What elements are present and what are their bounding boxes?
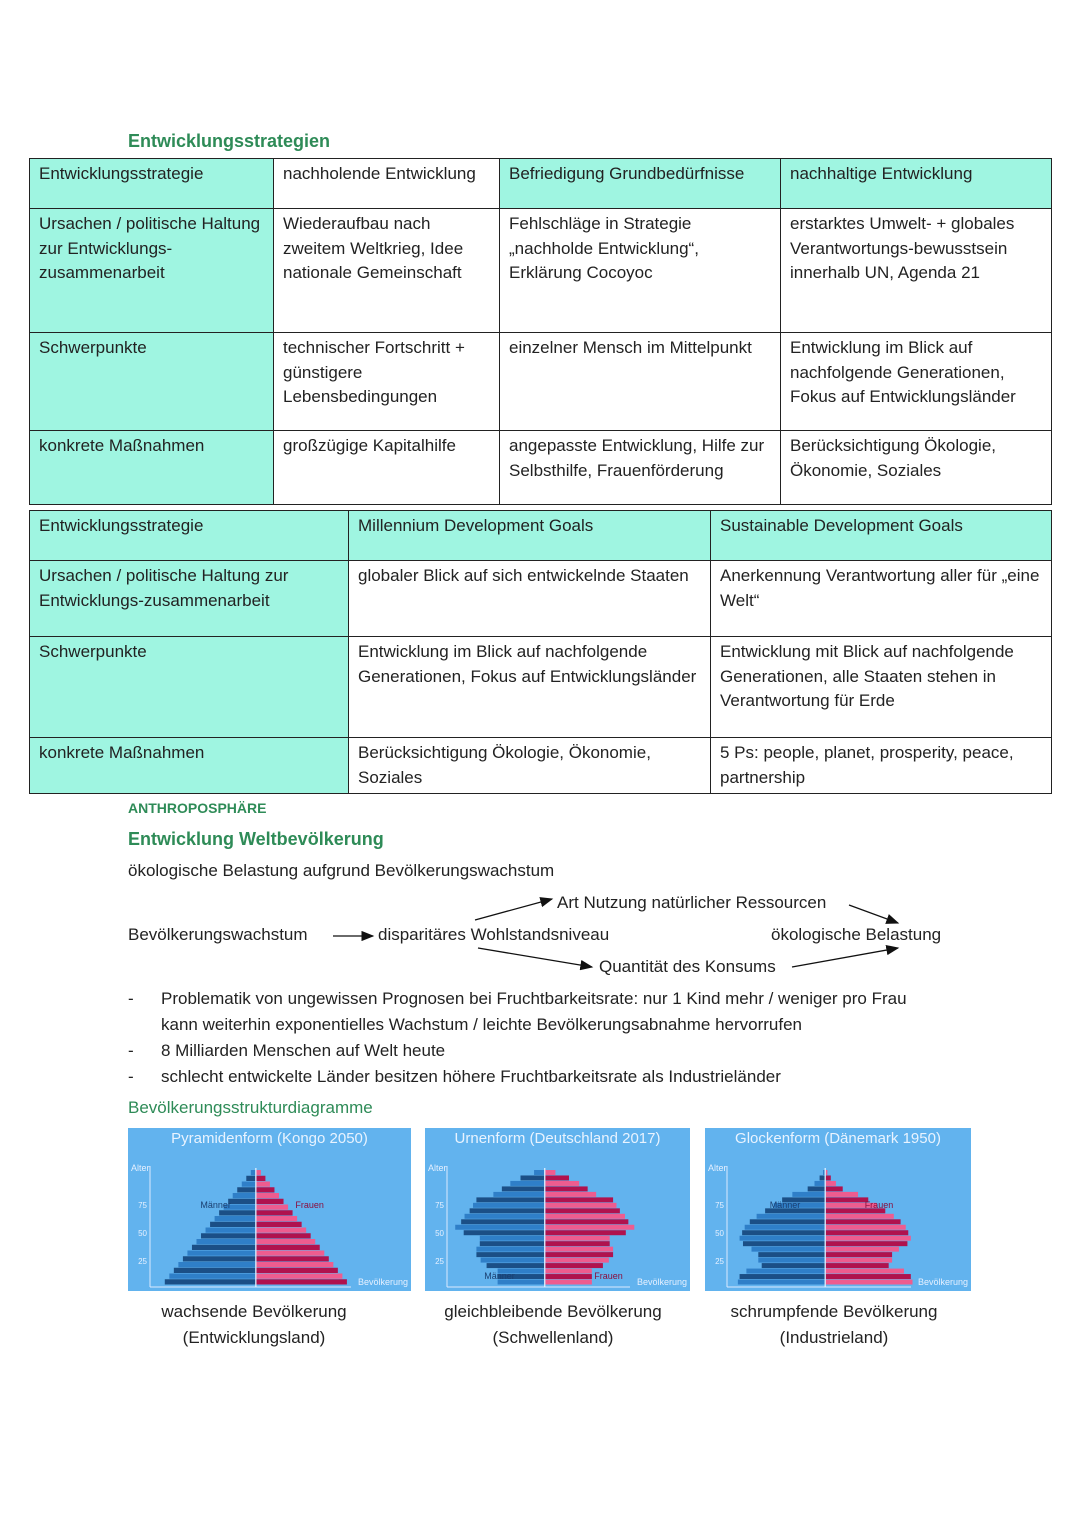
- bar-men: [820, 1175, 825, 1180]
- header-cell: nachholende Entwicklung: [274, 159, 500, 209]
- bar-men: [481, 1258, 545, 1263]
- legend-women: Frauen: [594, 1271, 623, 1281]
- table-cell: Fehlschläge in Strategie „nachholde Entwicklung“, Erklärung Cocoyoc: [500, 209, 781, 333]
- bar-women: [826, 1192, 858, 1197]
- bar-women: [256, 1199, 283, 1204]
- bar-women: [826, 1230, 909, 1235]
- table-row: [30, 431, 1052, 505]
- bar-women: [545, 1280, 592, 1285]
- bar-women: [256, 1239, 315, 1244]
- bullet-item: - 8 Milliarden Menschen auf Welt heute: [128, 1038, 948, 1064]
- table-cell: großzügige Kapitalhilfe: [274, 431, 500, 505]
- bar-men: [487, 1263, 545, 1268]
- bar-women: [826, 1197, 869, 1202]
- bar-men: [187, 1251, 255, 1256]
- bar-women: [826, 1225, 906, 1230]
- caption-line: wachsende Bevölkerung: [161, 1302, 347, 1321]
- table-row: [30, 738, 1052, 794]
- bar-women: [826, 1247, 899, 1252]
- bar-men: [165, 1279, 256, 1284]
- bar-men: [758, 1252, 824, 1257]
- bar-women: [256, 1251, 324, 1256]
- bar-men: [178, 1262, 255, 1267]
- strategies-table-2: [29, 510, 1052, 794]
- bar-men: [480, 1241, 544, 1246]
- bar-women: [826, 1280, 913, 1285]
- bar-women: [545, 1197, 613, 1202]
- bar-men: [476, 1247, 544, 1252]
- bar-women: [826, 1258, 892, 1263]
- table-row: [30, 209, 1052, 333]
- bar-women: [826, 1241, 908, 1246]
- header-cell: Befriedigung Grundbedürfnisse: [500, 159, 781, 209]
- pyramid-chart-congo: [128, 1128, 411, 1291]
- table-row: [30, 561, 1052, 637]
- legend-women: Frauen: [864, 1200, 894, 1210]
- bar-women: [256, 1187, 274, 1192]
- header-cell: nachhaltige Entwicklung: [781, 159, 1052, 209]
- bar-women: [256, 1222, 301, 1227]
- bar-men: [510, 1181, 544, 1186]
- bar-men: [743, 1241, 825, 1246]
- bar-women: [545, 1181, 579, 1186]
- y-tick-label: 75: [715, 1201, 724, 1210]
- bar-men: [742, 1230, 825, 1235]
- bar-women: [545, 1203, 616, 1208]
- table-cell: Entwicklung mit Blick auf nachfolgende Generationen, alle Staaten stehen in Verantwortung für Erde: [711, 637, 1052, 738]
- bar-women: [826, 1263, 889, 1268]
- bar-men: [740, 1236, 825, 1241]
- bar-men: [464, 1230, 545, 1235]
- section-title-diagrams: Bevölkerungsstrukturdiagramme: [128, 1098, 373, 1117]
- bar-men: [823, 1170, 825, 1175]
- bar-women: [256, 1216, 297, 1221]
- pyramid-chart-germany: [425, 1128, 690, 1291]
- table-cell: Entwicklung im Blick auf nachfolgende Generationen, Fokus auf Entwicklungsländer: [349, 637, 711, 738]
- y-tick-label: 25: [138, 1257, 147, 1266]
- row-label: Schwerpunkte: [30, 333, 274, 431]
- bar-men: [192, 1245, 255, 1250]
- bar-women: [545, 1214, 625, 1219]
- bullet-list: [128, 986, 948, 1090]
- bar-men: [792, 1192, 824, 1197]
- x-axis-label: Bevölkerung: [917, 1277, 968, 1287]
- bar-women: [256, 1193, 279, 1198]
- bar-women: [545, 1258, 609, 1263]
- bar-men: [228, 1199, 255, 1204]
- flow-node-consumption: Quantität des Konsums: [599, 957, 776, 976]
- table-cell: einzelner Mensch im Mittelpunkt: [500, 333, 781, 431]
- bar-men: [251, 1170, 256, 1175]
- flow-node-resources: Art Nutzung natürlicher Ressourcen: [557, 893, 827, 912]
- arrow-icon: [849, 905, 898, 923]
- table-cell: erstarktes Umwelt- + globales Verantwortungs-bewusstsein innerhalb UN, Agenda 21: [781, 209, 1052, 333]
- flow-arrows: [0, 880, 1080, 980]
- table-row: [30, 333, 1052, 431]
- caption-line: (Industrieland): [779, 1328, 889, 1347]
- bar-women: [545, 1274, 592, 1279]
- chart-title: Urnenform (Deutschland 2017): [454, 1130, 661, 1147]
- caption-congo: [128, 1299, 380, 1351]
- bar-women: [545, 1175, 569, 1180]
- legend-women: Frauen: [295, 1200, 324, 1210]
- bar-men: [745, 1225, 825, 1230]
- bar-men: [242, 1182, 256, 1187]
- flow-node-burden: ökologische Belastung: [771, 925, 942, 944]
- bar-women: [826, 1236, 911, 1241]
- table-cell: angepasste Entwicklung, Hilfe zur Selbsthilfe, Frauenförderung: [500, 431, 781, 505]
- table-cell: technischer Fortschritt + günstigere Lebensbedingungen: [274, 333, 500, 431]
- row-label: Ursachen / politische Haltung zur Entwicklungs-zusammenarbeit: [30, 209, 274, 333]
- flow-node-prosperity: disparitäres Wohlstandsniveau: [378, 925, 610, 944]
- row-label: konkrete Maßnahmen: [30, 738, 349, 794]
- bar-women: [545, 1219, 628, 1224]
- bar-women: [256, 1205, 288, 1210]
- table-cell: Entwicklung im Blick auf nachfolgende Generationen, Fokus auf Entwicklungsländer: [781, 333, 1052, 431]
- bar-women: [545, 1241, 609, 1246]
- bar-men: [746, 1269, 824, 1274]
- bar-women: [256, 1210, 292, 1215]
- bar-men: [174, 1268, 256, 1273]
- row-label: Schwerpunkte: [30, 637, 349, 738]
- caption-line: (Entwicklungsland): [182, 1328, 326, 1347]
- bar-men: [502, 1186, 544, 1191]
- bar-women: [545, 1170, 555, 1175]
- bar-men: [738, 1280, 825, 1285]
- bar-women: [545, 1192, 596, 1197]
- bar-men: [473, 1203, 544, 1208]
- bar-men: [246, 1176, 255, 1181]
- bar-men: [206, 1228, 256, 1233]
- bar-men: [740, 1274, 825, 1279]
- bar-women: [256, 1233, 310, 1238]
- y-tick-label: 25: [435, 1257, 444, 1266]
- bar-women: [256, 1274, 342, 1279]
- bar-men: [534, 1170, 544, 1175]
- bar-women: [256, 1228, 306, 1233]
- table-cell: 5 Ps: people, planet, prosperity, peace, partnership: [711, 738, 1052, 794]
- bar-women: [256, 1268, 338, 1273]
- bar-men: [465, 1214, 545, 1219]
- table-cell: Anerkennung Verantwortung aller für „eine Welt“: [711, 561, 1052, 637]
- bar-men: [751, 1247, 824, 1252]
- legend-men: Männer: [200, 1200, 231, 1210]
- flow-node-growth: Bevölkerungswachstum: [128, 925, 308, 944]
- bar-women: [545, 1208, 620, 1213]
- y-axis-label: Alter: [131, 1163, 150, 1173]
- bar-men: [758, 1258, 824, 1263]
- anthroposphere-label: ANTHROPOSPHÄRE: [128, 800, 267, 816]
- section-title-population: Entwicklung Weltbevölkerung: [128, 829, 384, 849]
- header-cell: Entwicklungsstrategie: [30, 159, 274, 209]
- bar-women: [826, 1274, 911, 1279]
- bar-men: [757, 1214, 825, 1219]
- bar-men: [455, 1225, 544, 1230]
- bar-women: [256, 1245, 319, 1250]
- bar-women: [826, 1219, 901, 1224]
- bar-women: [826, 1175, 831, 1180]
- arrow-icon: [478, 948, 592, 967]
- row-label: konkrete Maßnahmen: [30, 431, 274, 505]
- header-cell: Entwicklungsstrategie: [30, 511, 349, 561]
- y-tick-label: 50: [138, 1229, 147, 1238]
- y-tick-label: 25: [715, 1257, 724, 1266]
- x-axis-label: Bevölkerung: [636, 1277, 687, 1287]
- bar-men: [521, 1175, 545, 1180]
- bar-men: [476, 1252, 544, 1257]
- bar-women: [256, 1170, 261, 1175]
- bar-women: [826, 1170, 828, 1175]
- y-tick-label: 75: [138, 1201, 147, 1210]
- bar-women: [545, 1269, 592, 1274]
- strategies-table-1: [29, 158, 1052, 505]
- pyramid-chart-denmark: [705, 1128, 971, 1291]
- bar-men: [219, 1210, 255, 1215]
- table-header-row: [30, 159, 1052, 209]
- bar-women: [826, 1214, 894, 1219]
- bar-men: [750, 1219, 825, 1224]
- bar-men: [210, 1222, 255, 1227]
- y-tick-label: 50: [715, 1229, 724, 1238]
- legend-men: Männer: [769, 1200, 801, 1210]
- bar-women: [256, 1279, 347, 1284]
- bullet-item: - schlecht entwickelte Länder besitzen höhere Fruchtbarkeitsrate als Industrieländer: [128, 1064, 948, 1090]
- bar-women: [545, 1263, 603, 1268]
- bar-men: [169, 1274, 255, 1279]
- bar-women: [256, 1262, 333, 1267]
- bar-women: [826, 1181, 836, 1186]
- y-axis-label: Alter: [708, 1163, 727, 1173]
- y-axis-label: Alter: [428, 1163, 447, 1173]
- caption-line: schrumpfende Bevölkerung: [730, 1302, 938, 1321]
- bar-women: [826, 1252, 892, 1257]
- header-cell: Sustainable Development Goals: [711, 511, 1052, 561]
- table-cell: globaler Blick auf sich entwickelnde Staaten: [349, 561, 711, 637]
- table-row: [30, 637, 1052, 738]
- bar-women: [545, 1252, 613, 1257]
- bar-women: [545, 1247, 613, 1252]
- bar-men: [480, 1236, 544, 1241]
- bar-women: [826, 1269, 904, 1274]
- bar-men: [237, 1187, 255, 1192]
- bar-men: [808, 1186, 825, 1191]
- caption-denmark: [705, 1299, 963, 1351]
- header-cell: Millennium Development Goals: [349, 511, 711, 561]
- section-title-strategies: Entwicklungsstrategien: [128, 131, 331, 151]
- caption-line: (Schwellenland): [492, 1328, 614, 1347]
- bar-men: [762, 1263, 825, 1268]
- row-label: Ursachen / politische Haltung zur Entwicklungs-zusammenarbeit: [30, 561, 349, 637]
- bar-men: [470, 1208, 545, 1213]
- arrow-icon: [792, 948, 898, 967]
- bar-women: [256, 1182, 270, 1187]
- subtitle: ökologische Belastung aufgrund Bevölkerungswachstum: [128, 861, 555, 880]
- caption-germany: [425, 1299, 681, 1351]
- bar-men: [233, 1193, 256, 1198]
- x-axis-label: Bevölkerung: [357, 1277, 408, 1287]
- bullet-item: - Problematik von ungewissen Prognosen bei Fruchtbarkeitsrate: nur 1 Kind mehr / weniger pro Frau kann weiterhin exponentielles Wachstum / leichte Bevölkerungsabnahme hervorrufen: [128, 986, 948, 1038]
- bar-women: [826, 1186, 843, 1191]
- y-tick-label: 50: [435, 1229, 444, 1238]
- bar-women: [545, 1186, 587, 1191]
- bar-women: [545, 1230, 626, 1235]
- bar-men: [476, 1197, 544, 1202]
- bar-women: [545, 1236, 609, 1241]
- bar-men: [183, 1256, 255, 1261]
- bar-men: [201, 1233, 255, 1238]
- chart-title: Pyramidenform (Kongo 2050): [171, 1130, 368, 1147]
- chart-title: Glockenform (Dänemark 1950): [735, 1130, 941, 1147]
- bar-women: [256, 1176, 265, 1181]
- table-cell: Berücksichtigung Ökologie, Ökonomie, Soziales: [781, 431, 1052, 505]
- y-tick-label: 75: [435, 1201, 444, 1210]
- bar-women: [256, 1256, 328, 1261]
- table-cell: Berücksichtigung Ökologie, Ökonomie, Soziales: [349, 738, 711, 794]
- table-header-row: [30, 511, 1052, 561]
- bar-men: [814, 1181, 824, 1186]
- table-cell: Wiederaufbau nach zweitem Weltkrieg, Idee nationale Gemeinschaft: [274, 209, 500, 333]
- bar-men: [493, 1192, 544, 1197]
- legend-men: Männer: [484, 1271, 515, 1281]
- caption-line: gleichbleibende Bevölkerung: [444, 1302, 662, 1321]
- bar-men: [196, 1239, 255, 1244]
- bar-men: [461, 1219, 544, 1224]
- arrow-icon: [475, 899, 552, 920]
- bar-women: [545, 1225, 634, 1230]
- bar-men: [215, 1216, 256, 1221]
